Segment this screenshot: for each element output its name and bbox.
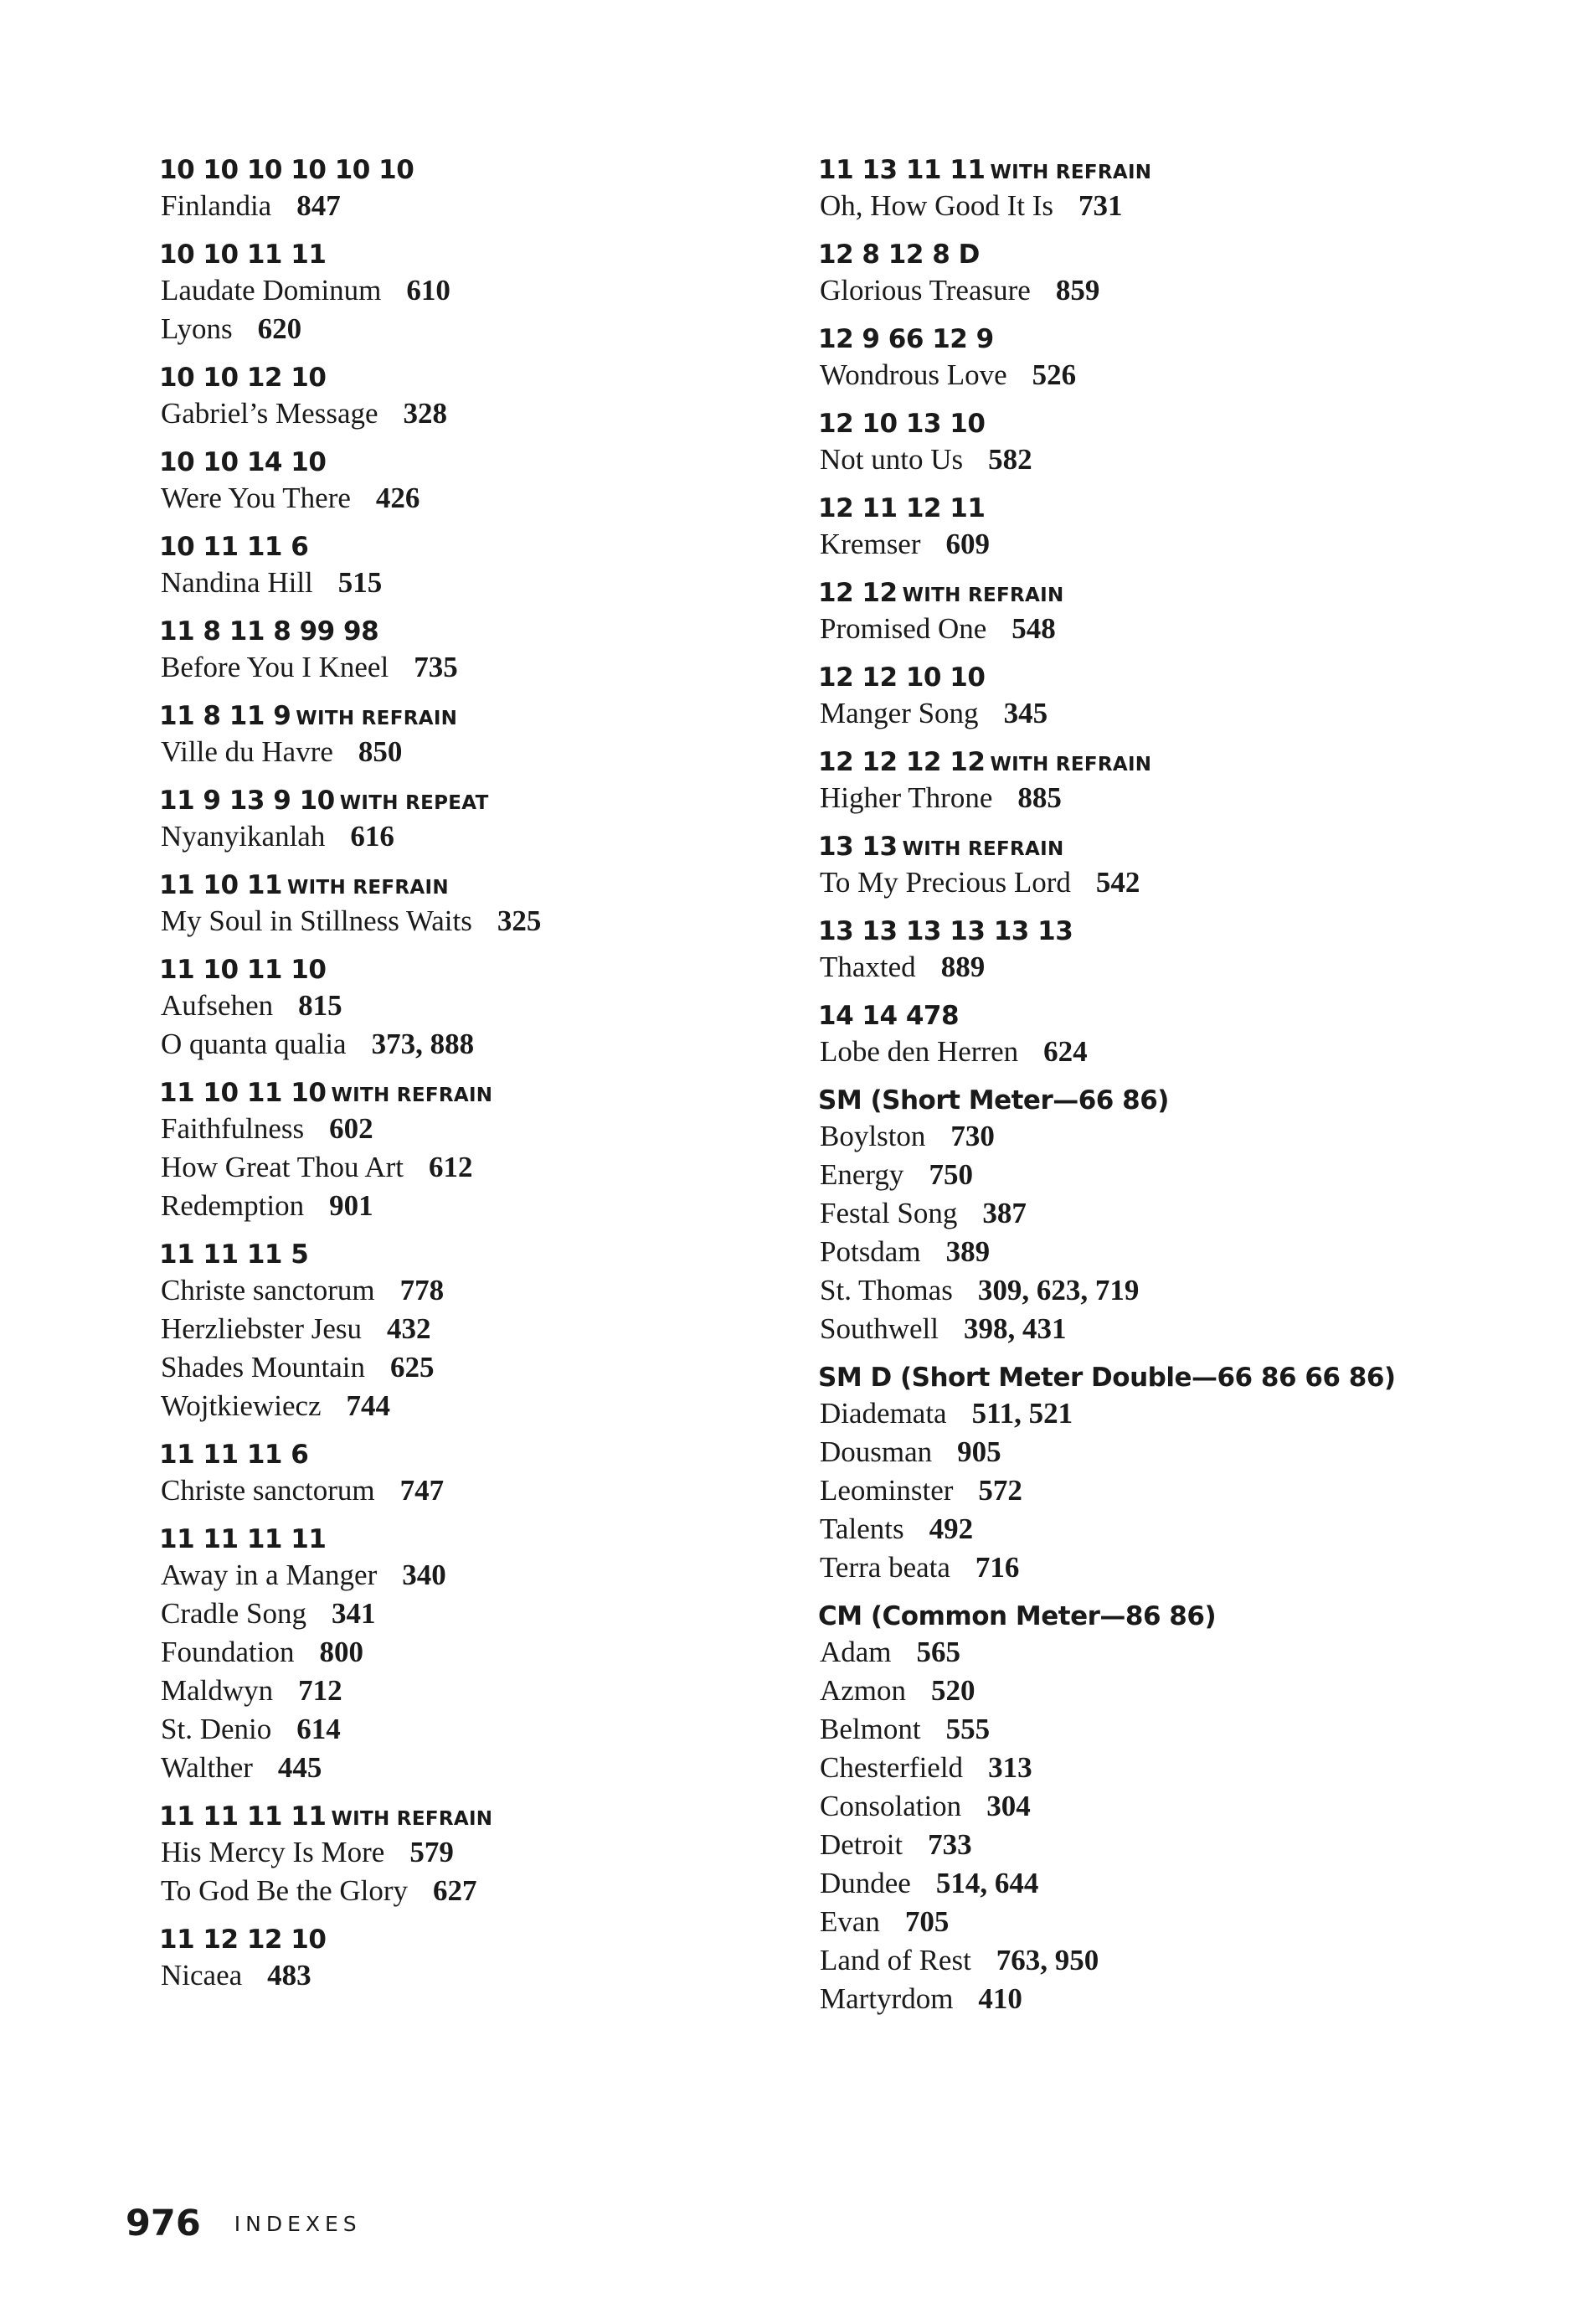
tune-entry [159, 987, 779, 1025]
tune-entry [818, 187, 1438, 225]
meter-label: 12 11 12 11 [818, 493, 986, 523]
tune-entry [159, 394, 779, 433]
meter-heading [818, 999, 1438, 1033]
hymn-numbers: 627 [433, 1874, 477, 1907]
meter-label: 12 12 [818, 578, 898, 608]
meter-group [818, 999, 1438, 1071]
meter-label: 11 13 11 11 [818, 155, 986, 185]
tune-name: Aufsehen [161, 989, 274, 1022]
tune-name: Walther [161, 1751, 253, 1784]
page-footer [126, 2194, 362, 2253]
tune-name: Lyons [161, 312, 233, 345]
hymn-numbers: 555 [945, 1713, 991, 1745]
tune-entry [159, 564, 779, 602]
meter-label: 10 10 12 10 [159, 363, 327, 393]
meter-group [159, 1076, 779, 1225]
hymn-numbers: 398, 431 [963, 1312, 1067, 1345]
tune-entry [159, 1633, 779, 1672]
hymn-numbers: 616 [350, 820, 394, 853]
tune-entry [159, 1471, 779, 1510]
meter-heading [159, 615, 779, 648]
tune-name: Lobe den Herren [820, 1035, 1019, 1068]
tune-name: How Great Thou Art [161, 1151, 404, 1183]
tune-entry [159, 1025, 779, 1064]
meter-heading [818, 745, 1438, 779]
meter-label: 10 10 14 10 [159, 447, 327, 477]
hymn-numbers: 511, 521 [971, 1397, 1073, 1430]
hymn-numbers: 515 [337, 566, 383, 599]
hymn-numbers: 731 [1078, 189, 1123, 222]
tune-name: Gabriel’s Message [161, 397, 378, 430]
hymn-numbers: 705 [904, 1905, 950, 1938]
meter-heading [159, 784, 779, 817]
hymn-numbers: 341 [332, 1597, 376, 1630]
tune-entry [818, 1271, 1438, 1310]
tune-entry [818, 1710, 1438, 1749]
hymn-numbers: 800 [319, 1636, 363, 1668]
meter-group [159, 699, 779, 771]
meter-group [159, 1523, 779, 1787]
hymn-numbers: 313 [988, 1751, 1032, 1784]
tune-name: Maldwyn [161, 1674, 274, 1707]
meter-note: WITH REFRAIN [990, 754, 1152, 776]
tune-name: Cradle Song [161, 1597, 307, 1630]
meter-heading [818, 1361, 1438, 1394]
tune-name: Land of Rest [820, 1944, 971, 1976]
hymn-numbers: 387 [982, 1197, 1027, 1229]
tune-entry [159, 1833, 779, 1872]
tune-name: Leominster [820, 1474, 954, 1507]
meter-label: 11 10 11 10 [159, 955, 327, 985]
tune-name: Promised One [820, 612, 987, 645]
tune-name: Detroit [820, 1828, 903, 1861]
tune-entry [818, 1510, 1438, 1548]
tune-name: Herzliebster Jesu [161, 1312, 363, 1345]
meter-group [818, 1084, 1438, 1348]
meter-group [818, 322, 1438, 394]
hymn-numbers: 610 [406, 274, 450, 307]
tune-name: Southwell [820, 1312, 939, 1345]
tune-name: To My Precious Lord [820, 866, 1071, 899]
tune-name: Martyrdom [820, 1982, 954, 2015]
tune-name: Dundee [820, 1867, 911, 1899]
hymn-numbers: 901 [329, 1189, 373, 1222]
meter-label: 11 11 11 11 [159, 1801, 327, 1832]
tune-name: O quanta qualia [161, 1028, 347, 1060]
tune-entry [159, 479, 779, 518]
hymn-numbers: 905 [957, 1435, 1001, 1468]
tune-entry [818, 525, 1438, 564]
tune-entry [159, 1595, 779, 1633]
meter-note: WITH REFRAIN [902, 838, 1064, 860]
tune-entry [159, 1310, 779, 1348]
tune-entry [818, 1826, 1438, 1864]
hymn-numbers: 612 [429, 1151, 473, 1183]
tune-entry [159, 733, 779, 771]
tune-entry [818, 1433, 1438, 1471]
hymn-numbers: 716 [975, 1551, 1020, 1584]
meter-heading [159, 1438, 779, 1471]
tune-entry [159, 1672, 779, 1710]
tune-name: Christe sanctorum [161, 1474, 375, 1507]
section-title: INDEXES [234, 2211, 362, 2236]
tune-entry [818, 610, 1438, 648]
tune-entry [159, 1271, 779, 1310]
hymn-numbers: 579 [409, 1836, 454, 1868]
tune-entry [818, 441, 1438, 479]
hymn-numbers: 426 [375, 482, 420, 514]
tune-name: Kremser [820, 528, 921, 560]
tune-name: Evan [820, 1905, 880, 1938]
tune-name: Finlandia [161, 189, 272, 222]
meter-heading [159, 1238, 779, 1271]
meter-group [818, 238, 1438, 310]
meter-note: WITH REPEAT [339, 792, 489, 814]
meter-heading [159, 446, 779, 479]
meter-group [818, 492, 1438, 564]
tune-entry [159, 1387, 779, 1425]
meter-group [159, 784, 779, 856]
hymn-numbers: 373, 888 [371, 1028, 475, 1060]
tune-entry [818, 1633, 1438, 1672]
tune-entry [818, 1471, 1438, 1510]
meter-note: WITH REFRAIN [990, 162, 1152, 183]
tune-name: Adam [820, 1636, 892, 1668]
meter-label: 11 11 11 6 [159, 1440, 309, 1470]
tune-entry [159, 271, 779, 310]
hymn-numbers: 763, 950 [996, 1944, 1099, 1976]
meter-group [818, 915, 1438, 987]
meter-note: WITH REFRAIN [331, 1808, 493, 1830]
hymn-numbers: 744 [346, 1389, 391, 1422]
meter-note: WITH REFRAIN [287, 877, 449, 899]
tune-name: Consolation [820, 1790, 962, 1822]
meter-heading [818, 661, 1438, 694]
meter-group [159, 953, 779, 1064]
meter-label: 13 13 [818, 832, 898, 862]
tune-name: Energy [820, 1158, 904, 1191]
tune-entry [818, 1310, 1438, 1348]
meter-group [159, 1923, 779, 1995]
tune-entry [159, 1148, 779, 1187]
meter-heading [818, 830, 1438, 863]
tune-entry [818, 948, 1438, 987]
meter-label: 11 8 11 9 [159, 701, 291, 731]
tune-entry [818, 1194, 1438, 1233]
hymn-numbers: 340 [402, 1559, 446, 1591]
meter-note: WITH REFRAIN [331, 1085, 493, 1106]
right-column [818, 153, 1438, 2031]
meter-group [159, 361, 779, 433]
meter-heading [818, 576, 1438, 610]
tune-name: Wojtkiewiecz [161, 1389, 322, 1422]
tune-name: St. Denio [161, 1713, 272, 1745]
hymn-numbers: 609 [945, 528, 991, 560]
hymn-numbers: 847 [296, 189, 341, 222]
tune-name: Away in a Manger [161, 1559, 378, 1591]
tune-entry [159, 310, 779, 348]
meter-group [818, 407, 1438, 479]
hymn-numbers: 526 [1032, 358, 1077, 391]
tune-entry [159, 817, 779, 856]
tune-entry [818, 863, 1438, 902]
hymn-numbers: 565 [916, 1636, 961, 1668]
meter-label: 12 9 66 12 9 [818, 324, 994, 354]
hymn-numbers: 730 [950, 1120, 995, 1152]
tune-name: Boylston [820, 1120, 926, 1152]
tune-name: To God Be the Glory [161, 1874, 409, 1907]
tune-name: Thaxted [820, 951, 916, 983]
tune-name: Diademata [820, 1397, 947, 1430]
meter-heading [159, 1076, 779, 1110]
meter-label: 10 10 10 10 10 10 [159, 155, 414, 185]
tune-entry [159, 1556, 779, 1595]
tune-name: Not unto Us [820, 443, 964, 476]
tune-entry [818, 1864, 1438, 1903]
meter-heading [818, 238, 1438, 271]
meter-group [159, 446, 779, 518]
meter-group [818, 576, 1438, 648]
tune-name: Nandina Hill [161, 566, 313, 599]
hymn-numbers: 620 [257, 312, 302, 345]
tune-name: Glorious Treasure [820, 274, 1031, 307]
page-number: 976 [126, 2203, 201, 2244]
hymn-numbers: 625 [390, 1351, 435, 1384]
meter-heading [818, 492, 1438, 525]
meter-label: 11 8 11 8 99 98 [159, 616, 379, 647]
meter-label: 12 8 12 8 D [818, 240, 980, 270]
meter-heading [818, 915, 1438, 948]
tune-entry [818, 1233, 1438, 1271]
meter-heading [818, 1084, 1438, 1117]
hymn-numbers: 778 [399, 1274, 445, 1306]
meter-label: SM (Short Meter—66 86) [818, 1085, 1169, 1116]
hymn-numbers: 520 [931, 1674, 975, 1707]
meter-heading [818, 322, 1438, 356]
tune-name: Before You I Kneel [161, 651, 389, 683]
hymn-numbers: 492 [929, 1512, 974, 1545]
hymn-numbers: 733 [928, 1828, 972, 1861]
left-column [159, 153, 779, 2007]
hymn-numbers: 328 [403, 397, 448, 430]
hymn-numbers: 309, 623, 719 [977, 1274, 1140, 1306]
meter-label: 11 10 11 10 [159, 1078, 327, 1108]
tune-name: Foundation [161, 1636, 295, 1668]
tune-name: Were You There [161, 482, 351, 514]
meter-group [159, 868, 779, 940]
hymn-numbers: 572 [978, 1474, 1022, 1507]
meter-heading [159, 953, 779, 987]
hymn-numbers: 815 [298, 989, 342, 1022]
tune-entry [818, 1394, 1438, 1433]
meter-label: 11 12 12 10 [159, 1925, 327, 1955]
meter-note: WITH REFRAIN [902, 585, 1064, 606]
meter-heading [818, 407, 1438, 441]
tune-entry [818, 1672, 1438, 1710]
meter-group [159, 1800, 779, 1910]
meter-heading [159, 153, 779, 187]
meter-label: 11 11 11 11 [159, 1524, 327, 1554]
hymn-numbers: 410 [978, 1982, 1022, 2015]
meter-heading [159, 699, 779, 733]
meter-heading [159, 530, 779, 564]
tune-name: Wondrous Love [820, 358, 1007, 391]
meter-label: 12 10 13 10 [818, 409, 986, 439]
meter-group [159, 530, 779, 602]
meter-group [159, 615, 779, 687]
meter-heading [159, 1800, 779, 1833]
meter-group [818, 153, 1438, 225]
tune-entry [159, 648, 779, 687]
tune-name: My Soul in Stillness Waits [161, 904, 472, 937]
tune-entry [818, 1156, 1438, 1194]
meter-group [818, 1600, 1438, 2018]
hymn-numbers: 624 [1043, 1035, 1088, 1068]
hymn-numbers: 432 [387, 1312, 431, 1345]
tune-entry [818, 356, 1438, 394]
hymn-numbers: 582 [988, 443, 1032, 476]
tune-name: His Mercy Is More [161, 1836, 385, 1868]
hymn-numbers: 889 [940, 951, 986, 983]
meter-heading [159, 1523, 779, 1556]
meter-group [818, 745, 1438, 817]
tune-name: Oh, How Good It Is [820, 189, 1054, 222]
hymn-numbers: 345 [1003, 697, 1048, 729]
hymn-numbers: 514, 644 [935, 1867, 1039, 1899]
tune-entry [818, 1117, 1438, 1156]
meter-label: 11 10 11 [159, 870, 283, 900]
tune-name: Nicaea [161, 1959, 243, 1992]
tune-entry [818, 1980, 1438, 2018]
hymn-numbers: 747 [399, 1474, 445, 1507]
tune-name: Potsdam [820, 1235, 921, 1268]
meter-heading [159, 1923, 779, 1956]
tune-name: Belmont [820, 1713, 921, 1745]
hymn-numbers: 304 [986, 1790, 1031, 1822]
hymn-numbers: 850 [358, 735, 403, 768]
meter-group [818, 1361, 1438, 1587]
tune-entry [159, 1710, 779, 1749]
meter-label: 10 10 11 11 [159, 240, 327, 270]
tune-name: Shades Mountain [161, 1351, 366, 1384]
tune-entry [818, 1548, 1438, 1587]
meter-label: 14 14 478 [818, 1001, 960, 1031]
tune-name: St. Thomas [820, 1274, 953, 1306]
hymn-numbers: 445 [277, 1751, 322, 1784]
meter-group [159, 238, 779, 348]
tune-name: Chesterfield [820, 1751, 964, 1784]
meter-group [818, 661, 1438, 733]
tune-name: Nyanyikanlah [161, 820, 326, 853]
meter-group [159, 153, 779, 225]
tune-name: Laudate Dominum [161, 274, 382, 307]
tune-entry [159, 187, 779, 225]
hymn-numbers: 548 [1011, 612, 1056, 645]
meter-label: 12 12 12 12 [818, 747, 986, 777]
meter-label: 11 11 11 5 [159, 1239, 309, 1270]
meter-label: 10 11 11 6 [159, 532, 309, 562]
meter-group [159, 1438, 779, 1510]
tune-name: Azmon [820, 1674, 907, 1707]
hymn-numbers: 735 [414, 651, 458, 683]
meter-label: SM D (Short Meter Double—66 86 66 86) [818, 1363, 1396, 1393]
tune-name: Talents [820, 1512, 904, 1545]
tune-name: Dousman [820, 1435, 933, 1468]
tune-entry [818, 779, 1438, 817]
tune-entry [159, 1749, 779, 1787]
hymn-numbers: 325 [497, 904, 542, 937]
meter-heading [818, 153, 1438, 187]
tune-name: Higher Throne [820, 781, 993, 814]
tune-entry [818, 1941, 1438, 1980]
meter-heading [159, 238, 779, 271]
hymn-numbers: 712 [298, 1674, 342, 1707]
meter-group [159, 1238, 779, 1425]
tune-entry [818, 1787, 1438, 1826]
hymn-numbers: 614 [296, 1713, 341, 1745]
hymn-numbers: 483 [267, 1959, 311, 1992]
tune-name: Festal Song [820, 1197, 958, 1229]
meter-note: WITH REFRAIN [296, 708, 458, 729]
tune-entry [818, 694, 1438, 733]
tune-name: Christe sanctorum [161, 1274, 375, 1306]
hymn-numbers: 542 [1095, 866, 1140, 899]
tune-entry [159, 1956, 779, 1995]
tune-entry [818, 271, 1438, 310]
tune-name: Manger Song [820, 697, 979, 729]
hymn-numbers: 885 [1017, 781, 1062, 814]
hymn-numbers: 750 [929, 1158, 973, 1191]
hymn-numbers: 859 [1055, 274, 1100, 307]
tune-name: Terra beata [820, 1551, 950, 1584]
meter-group [818, 830, 1438, 902]
meter-label: 12 12 10 10 [818, 662, 986, 693]
hymn-numbers: 389 [945, 1235, 991, 1268]
tune-entry [159, 1872, 779, 1910]
meter-label: CM (Common Meter—86 86) [818, 1601, 1217, 1631]
meter-heading [159, 868, 779, 902]
tune-name: Redemption [161, 1189, 305, 1222]
meter-heading [159, 361, 779, 394]
meter-label: 13 13 13 13 13 13 [818, 916, 1073, 946]
tune-entry [159, 1187, 779, 1225]
tune-entry [159, 1110, 779, 1148]
tune-entry [159, 1348, 779, 1387]
tune-entry [818, 1749, 1438, 1787]
meter-label: 11 9 13 9 10 [159, 786, 335, 816]
tune-entry [818, 1903, 1438, 1941]
hymn-numbers: 602 [329, 1112, 373, 1145]
tune-entry [818, 1033, 1438, 1071]
tune-name: Ville du Havre [161, 735, 333, 768]
tune-name: Faithfulness [161, 1112, 305, 1145]
tune-entry [159, 902, 779, 940]
meter-heading [818, 1600, 1438, 1633]
